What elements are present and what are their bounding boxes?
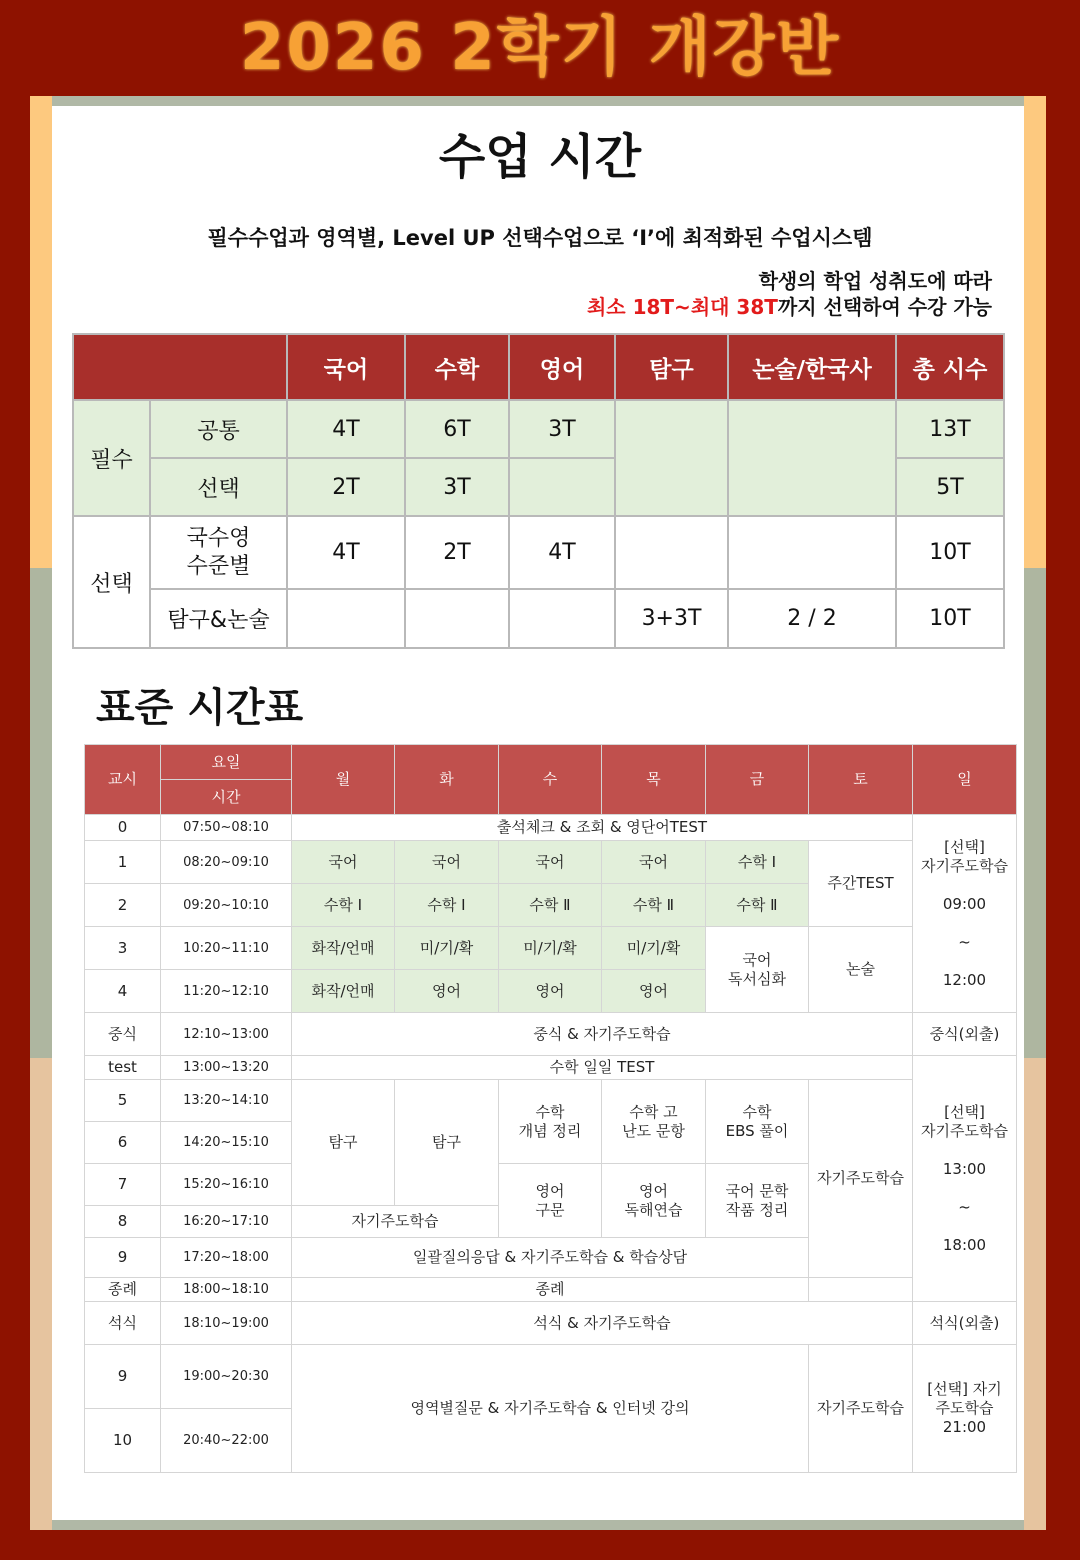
class-cell: 탐구 [292,1080,395,1206]
note-highlight: 최소 18T~최대 38T [586,295,778,319]
cell [728,516,896,589]
header-day: 요일 [161,745,292,780]
frame-bottom-bar [52,1520,1024,1530]
class-cell: 국어 독서심화 [706,927,809,1013]
cell: 6T [405,400,509,458]
header-day-name: 화 [395,745,499,815]
class-cell: 탐구 [395,1080,499,1206]
activity-cell: 중식(외출) [913,1013,1017,1056]
period-cell: 9 [85,1345,161,1409]
row-label: 선택 [150,458,287,516]
activity-cell: [선택] 자기주도학습 09:00 ~ 12:00 [913,815,1017,1013]
note [587,268,992,320]
time-cell: 15:20~16:10 [161,1164,292,1206]
class-cell: 수학 개념 정리 [499,1080,602,1164]
section-subtitle: 필수수업과 영역별, Level UP 선택수업으로 ‘I’에 최적화된 수업시스템 [207,226,873,250]
class-cell: 수학 Ⅱ [499,884,602,927]
cell [509,458,615,516]
activity-cell: 자기주도학습 [809,1080,913,1278]
class-cell: 국어 [292,841,395,884]
total-cell: 10T [896,589,1004,648]
class-cell: 국어 [602,841,706,884]
note-line2 [587,294,992,320]
class-cell: 영어 [499,970,602,1013]
cell [405,589,509,648]
cell: 2T [287,458,405,516]
class-cell: 영어 [602,970,706,1013]
class-cell: 미/기/확 [499,927,602,970]
table-header: 영어 [509,334,615,400]
activity-cell: [선택] 자기주도학습 13:00 ~ 18:00 [913,1056,1017,1302]
time-cell: 12:10~13:00 [161,1013,292,1056]
frame-right-mid [1024,568,1046,1058]
class-cell: 국어 [395,841,499,884]
class-cell: 영어 구문 [499,1164,602,1238]
header-day-name: 수 [499,745,602,815]
activity-cell: 자기주도학습 [809,1345,913,1473]
class-cell: 국어 [499,841,602,884]
time-cell: 10:20~11:10 [161,927,292,970]
period-cell: 10 [85,1409,161,1473]
cell: 4T [509,516,615,589]
banner-title: 2026 2학기 개강반 [239,11,841,85]
table-header: 수학 [405,334,509,400]
header-day-name: 월 [292,745,395,815]
class-cell: 수학 고 난도 문항 [602,1080,706,1164]
period-cell: 2 [85,884,161,927]
cell [615,400,728,516]
total-cell: 5T [896,458,1004,516]
cell: 3T [405,458,509,516]
class-cell: 국어 문학 작품 정리 [706,1164,809,1238]
period-cell: 종례 [85,1278,161,1302]
activity-cell: 수학 일일 TEST [292,1056,913,1080]
activity-cell: 중식 & 자기주도학습 [292,1013,913,1056]
note-rest: 까지 선택하여 수강 가능 [777,295,992,319]
period-cell: 8 [85,1206,161,1238]
class-cell: 수학 Ⅱ [706,884,809,927]
class-cell: 화작/언매 [292,970,395,1013]
time-cell: 16:20~17:10 [161,1206,292,1238]
class-cell: 수학 EBS 풀이 [706,1080,809,1164]
activity-cell: 종례 [292,1278,809,1302]
time-cell: 13:20~14:10 [161,1080,292,1122]
class-cell: 수학 Ⅱ [602,884,706,927]
total-cell: 13T [896,400,1004,458]
cell [287,589,405,648]
frame-right-bottom [1024,1058,1046,1530]
frame-top-bar [52,96,1024,106]
class-cell: 영어 [395,970,499,1013]
group-label: 선택 [73,516,150,648]
hours-table [72,333,1005,649]
class-cell: 수학 Ⅰ [292,884,395,927]
schedule-table [84,744,1017,1473]
table-header: 국어 [287,334,405,400]
class-cell: 수학 Ⅰ [706,841,809,884]
table-header: 총 시수 [896,334,1004,400]
row-label: 국수영 수준별 [150,516,287,589]
class-cell: 논술 [809,927,913,1013]
time-cell: 18:00~18:10 [161,1278,292,1302]
period-cell: 3 [85,927,161,970]
row-label: 탐구&논술 [150,589,287,648]
class-cell: 미/기/확 [602,927,706,970]
class-cell: 미/기/확 [395,927,499,970]
time-cell: 11:20~12:10 [161,970,292,1013]
cell [728,400,896,516]
activity-cell: 석식 & 자기주도학습 [292,1302,913,1345]
time-cell: 09:20~10:10 [161,884,292,927]
period-cell: 중식 [85,1013,161,1056]
activity-cell: 주간TEST [809,841,913,927]
cell: 3T [509,400,615,458]
period-cell: 1 [85,841,161,884]
period-cell: 석식 [85,1302,161,1345]
class-cell: 영어 독해연습 [602,1164,706,1238]
frame-left-mid [30,568,52,1058]
header-period: 교시 [85,745,161,815]
header-day-name: 목 [602,745,706,815]
time-cell: 13:00~13:20 [161,1056,292,1080]
activity-cell: 영역별질문 & 자기주도학습 & 인터넷 강의 [292,1345,809,1473]
class-cell: 수학 Ⅰ [395,884,499,927]
time-cell: 19:00~20:30 [161,1345,292,1409]
activity-cell: [선택] 자기 주도학습 21:00 [913,1345,1017,1473]
banner [0,0,1080,96]
time-cell: 14:20~15:10 [161,1122,292,1164]
table-header: 탐구 [615,334,728,400]
period-cell: 4 [85,970,161,1013]
cell [509,589,615,648]
total-cell: 10T [896,516,1004,589]
time-cell: 17:20~18:00 [161,1238,292,1278]
cell: 3+3T [615,589,728,648]
header-day-name: 금 [706,745,809,815]
section-title: 수업 시간 [438,129,642,185]
table-header: 논술/한국사 [728,334,896,400]
period-cell: 9 [85,1238,161,1278]
period-cell: 7 [85,1164,161,1206]
activity-cell: 자기주도학습 [292,1206,499,1238]
activity-cell: 일괄질의응답 & 자기주도학습 & 학습상담 [292,1238,809,1278]
cell: 4T [287,400,405,458]
header-time: 시간 [161,780,292,815]
cell [615,516,728,589]
activity-cell: 석식(외출) [913,1302,1017,1345]
time-cell: 08:20~09:10 [161,841,292,884]
row-label: 공통 [150,400,287,458]
table-header-blank [73,334,287,400]
cell: 2 / 2 [728,589,896,648]
schedule-title: 표준 시간표 [96,685,304,731]
note-line1: 학생의 학업 성취도에 따라 [758,269,992,293]
class-cell: 화작/언매 [292,927,395,970]
period-cell: 6 [85,1122,161,1164]
period-cell: test [85,1056,161,1080]
group-label: 필수 [73,400,150,516]
period-cell: 0 [85,815,161,841]
time-cell: 07:50~08:10 [161,815,292,841]
cell: 2T [405,516,509,589]
header-day-name: 토 [809,745,913,815]
time-cell: 18:10~19:00 [161,1302,292,1345]
activity-cell: 출석체크 & 조회 & 영단어TEST [292,815,913,841]
time-cell: 20:40~22:00 [161,1409,292,1473]
period-cell: 5 [85,1080,161,1122]
cell: 4T [287,516,405,589]
header-day-name: 일 [913,745,1017,815]
frame-left-bottom [30,1058,52,1530]
